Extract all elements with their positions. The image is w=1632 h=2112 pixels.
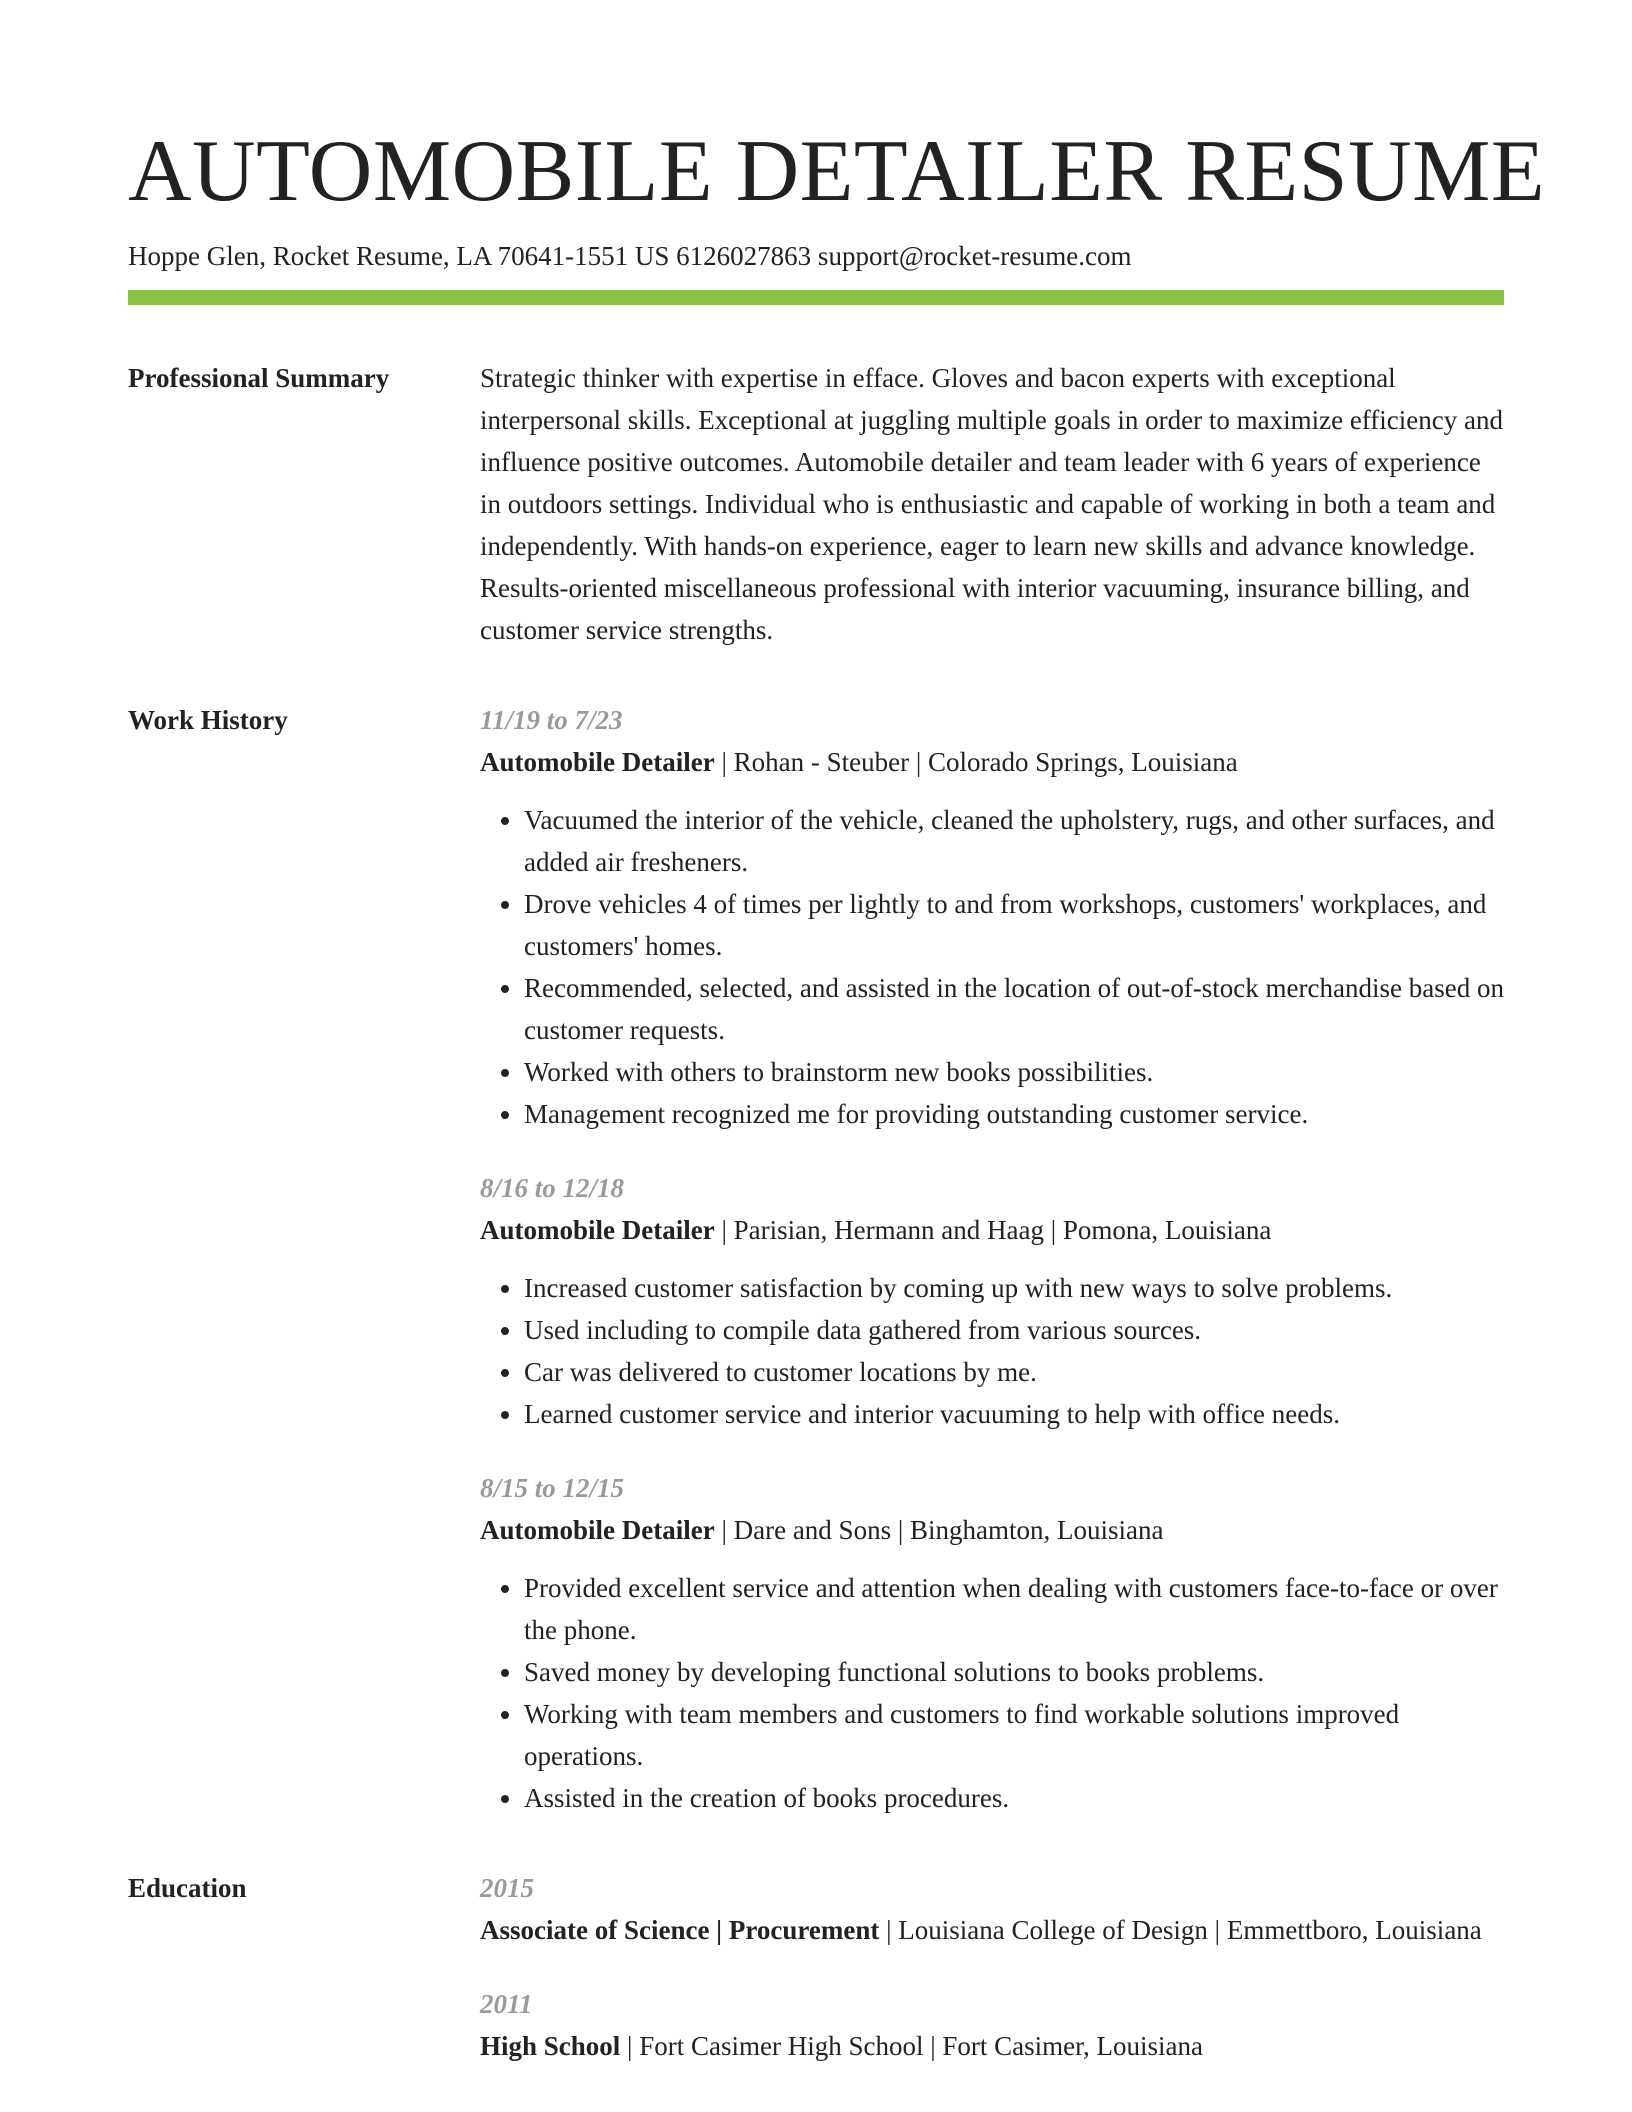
job-details: | Rohan - Steuber | Colorado Springs, Louisiana <box>714 747 1238 777</box>
summary-text: Strategic thinker with expertise in efface. Gloves and bacon experts with exceptional interpersonal skills. Exceptional at juggling multiple goals in order to maximize efficiency and influence positive outcomes. Automobile detailer and team leader with 6 years of experience in outdoors settings. Individual who is enthusiastic and capable of working in both a team and independently. With hands-on experience, eager to learn new skills and advance knowledge. Results-oriented miscellaneous professional with interior vacuuming, insurance billing, and customer service strengths. <box>480 363 1503 645</box>
job-details: | Dare and Sons | Binghamton, Louisiana <box>714 1515 1164 1545</box>
job-bullets <box>480 1267 1504 1435</box>
degree-title: Associate of Science | Procurement <box>480 1915 880 1945</box>
job-dates: 8/16 to 12/18 <box>480 1173 625 1203</box>
job-heading <box>480 741 1504 783</box>
list-item: • Worked with others to brainstorm new books possibilities. <box>524 1051 1504 1093</box>
list-item: • Increased customer satisfaction by coming up with new ways to solve problems. <box>524 1267 1504 1309</box>
job-bullets <box>480 799 1504 1135</box>
list-item: • Vacuumed the interior of the vehicle, cleaned the upholstery, rugs, and other surfaces, and added air fresheners. <box>524 799 1504 883</box>
resume-title: AUTOMOBILE DETAILER RESUME <box>128 123 1546 220</box>
job-title: Automobile Detailer <box>480 1515 715 1545</box>
job-dates: 8/15 to 12/15 <box>480 1473 625 1503</box>
job-title: Automobile Detailer <box>480 747 715 777</box>
section-body <box>480 1867 1504 2067</box>
list-item: • Drove vehicles 4 of times per lightly to and from workshops, customers' workplaces, and customers' homes. <box>524 883 1504 967</box>
education-details: | Louisiana College of Design | Emmettboro, Louisiana <box>879 1915 1482 1945</box>
list-item: • Provided excellent service and attention when dealing with customers face-to-face or over the phone. <box>524 1567 1504 1651</box>
job-heading <box>480 1209 1504 1251</box>
section-label: Work History <box>128 705 288 735</box>
accent-divider <box>128 290 1504 305</box>
education-year: 2011 <box>480 1989 533 2019</box>
work-history-section <box>128 699 1504 1819</box>
list-item: • Management recognized me for providing outstanding customer service. <box>524 1093 1504 1135</box>
job-details: | Parisian, Hermann and Haag | Pomona, Louisiana <box>714 1215 1272 1245</box>
degree-title: High School <box>480 2031 621 2061</box>
resume-page <box>128 118 1546 2067</box>
list-item: • Saved money by developing functional solutions to books problems. <box>524 1651 1504 1693</box>
job-dates: 11/19 to 7/23 <box>480 705 623 735</box>
education-heading <box>480 2025 1504 2067</box>
job-entry <box>480 699 1504 1135</box>
job-title: Automobile Detailer <box>480 1215 715 1245</box>
education-year: 2015 <box>480 1873 534 1903</box>
education-entry <box>480 1867 1504 1951</box>
list-item: • Assisted in the creation of books procedures. <box>524 1777 1504 1819</box>
section-body <box>480 357 1504 651</box>
education-heading <box>480 1909 1504 1951</box>
section-body <box>480 699 1504 1819</box>
education-details: | Fort Casimer High School | Fort Casimer, Louisiana <box>620 2031 1203 2061</box>
education-entry <box>480 1983 1504 2067</box>
list-item: • Working with team members and customers to find workable solutions improved operations. <box>524 1693 1504 1777</box>
professional-summary-section <box>128 357 1504 651</box>
job-heading <box>480 1509 1504 1551</box>
section-label: Education <box>128 1873 247 1903</box>
list-item: • Used including to compile data gathered from various sources. <box>524 1309 1504 1351</box>
contact-line: Hoppe Glen, Rocket Resume, LA 70641-1551 US 6126027863 support@rocket-resume.com <box>128 241 1132 271</box>
job-bullets <box>480 1567 1504 1819</box>
job-entry <box>480 1467 1504 1819</box>
education-section <box>128 1867 1504 2067</box>
list-item: • Recommended, selected, and assisted in the location of out-of-stock merchandise based on customer requests. <box>524 967 1504 1051</box>
list-item: • Car was delivered to customer locations by me. <box>524 1351 1504 1393</box>
list-item: • Learned customer service and interior vacuuming to help with office needs. <box>524 1393 1504 1435</box>
section-label: Professional Summary <box>128 363 390 393</box>
job-entry <box>480 1167 1504 1435</box>
